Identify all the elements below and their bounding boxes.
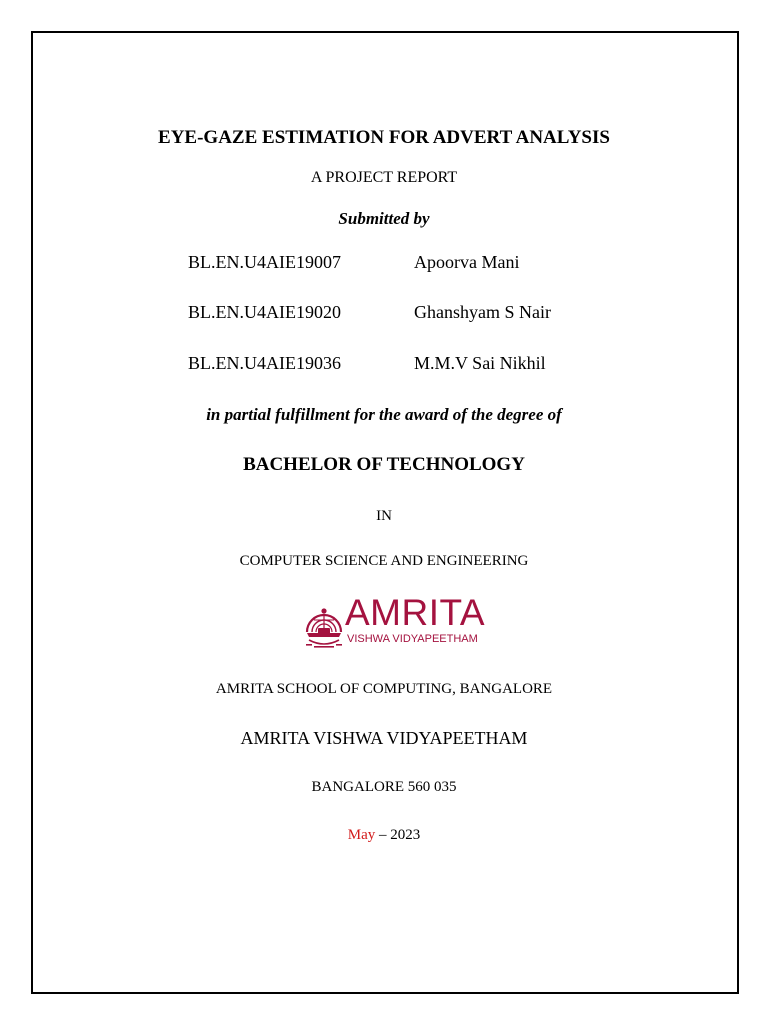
submission-date — [0, 827, 768, 844]
amrita-logo — [303, 592, 503, 654]
student-roll-number: BL.EN.U4AIE19007 — [188, 252, 341, 272]
student-name: Apoorva Mani — [414, 252, 520, 272]
amrita-wordmark: AMRITA — [345, 592, 486, 633]
partial-fulfillment-text: in partial fulfillment for the award of the degree of — [206, 405, 562, 424]
submission-year: 2023 — [390, 827, 421, 843]
report-type: A PROJECT REPORT — [310, 169, 458, 186]
school-name: AMRITA SCHOOL OF COMPUTING, BANGALORE — [215, 681, 553, 697]
student-row — [188, 353, 546, 374]
university-name: AMRITA VISHWA VIDYAPEETHAM — [240, 728, 528, 748]
amrita-logo-subtitle: VISHWA VIDYAPEETHAM — [347, 633, 478, 645]
date-separator: – — [375, 827, 391, 843]
student-name: M.M.V Sai Nikhil — [414, 353, 546, 373]
student-row — [188, 252, 519, 273]
city-pincode: BANGALORE 560 035 — [311, 779, 457, 795]
student-roll-number: BL.EN.U4AIE19020 — [188, 302, 341, 322]
in-text: IN — [376, 508, 392, 524]
student-row — [188, 302, 551, 323]
student-roll-number: BL.EN.U4AIE19036 — [188, 353, 341, 373]
amrita-emblem-icon — [303, 602, 345, 652]
branch-name: COMPUTER SCIENCE AND ENGINEERING — [239, 553, 529, 569]
degree-name: BACHELOR OF TECHNOLOGY — [243, 454, 525, 475]
submitted-by-label: Submitted by — [338, 209, 430, 228]
student-name: Ghanshyam S Nair — [414, 302, 551, 322]
submission-month: May — [347, 827, 376, 843]
report-title: EYE-GAZE ESTIMATION FOR ADVERT ANALYSIS — [158, 127, 610, 148]
